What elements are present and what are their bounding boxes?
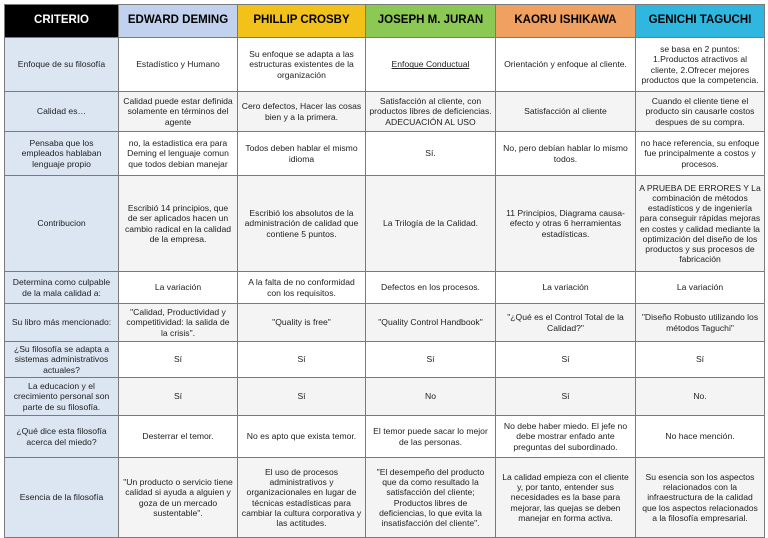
- header-row: [5, 5, 765, 38]
- ishikawa-cell: La calidad empieza con el cliente y, por tanto, entender sus necesidades es la base para mejorar, las quejas se deben manejar en forma activa.: [496, 458, 636, 538]
- crosby-cell: A la falta de no conformidad con los requisitos.: [238, 272, 366, 304]
- header-ishikawa: KAORU ISHIKAWA: [496, 5, 636, 38]
- juran-cell: "El desempeño del producto que da como resultado la satisfacción del cliente; Productos libres de deficiencias, lo que evita la insatisfacción del cliente".: [366, 458, 496, 538]
- header-criterio: CRITERIO: [5, 5, 119, 38]
- table-row: [5, 342, 765, 378]
- table-row: [5, 38, 765, 92]
- header-taguchi: GENICHI TAGUCHI: [636, 5, 765, 38]
- taguchi-cell: "Diseño Robusto utilizando los métodos Taguchi": [636, 304, 765, 342]
- crosby-cell: No es apto que exista temor.: [238, 416, 366, 458]
- crosby-cell: "Quality is free": [238, 304, 366, 342]
- criterion-cell: ¿Qué dice esta filosofía acerca del miedo?: [5, 416, 119, 458]
- header-deming: EDWARD DEMING: [119, 5, 238, 38]
- taguchi-cell: A PRUEBA DE ERRORES Y La combinación de métodos estadísticos y de ingeniería para conseguir rápidas mejoras en costes y calidad mediante la optimización del diseño de los productos y sus procesos de fabricación: [636, 176, 765, 272]
- juran-cell: Defectos en los procesos.: [366, 272, 496, 304]
- ishikawa-cell: Sí: [496, 342, 636, 378]
- table-row: [5, 458, 765, 538]
- ishikawa-cell: Satisfacción al cliente: [496, 92, 636, 132]
- header-juran: JOSEPH M. JURAN: [366, 5, 496, 38]
- crosby-cell: Cero defectos, Hacer las cosas bien y a la primera.: [238, 92, 366, 132]
- table-row: [5, 92, 765, 132]
- criterion-cell: ¿Su filosofía se adapta a sistemas administrativos actuales?: [5, 342, 119, 378]
- ishikawa-cell: No debe haber miedo. El jefe no debe mostrar enfado ante preguntas del subordinado.: [496, 416, 636, 458]
- criterion-cell: Su libro más mencionado:: [5, 304, 119, 342]
- ishikawa-cell: Orientación y enfoque al cliente.: [496, 38, 636, 92]
- juran-cell: Sí.: [366, 132, 496, 176]
- taguchi-cell: La variación: [636, 272, 765, 304]
- crosby-cell: Sí: [238, 378, 366, 416]
- ishikawa-cell: Sí: [496, 378, 636, 416]
- taguchi-cell: Su esencia son los aspectos relacionados con la infraestructura de la calidad que los aspectos relacionados a la filosofía empresarial.: [636, 458, 765, 538]
- taguchi-cell: Cuando el cliente tiene el producto sin causarle costos despues de su compra.: [636, 92, 765, 132]
- taguchi-cell: No.: [636, 378, 765, 416]
- deming-cell: "Calidad, Productividad y competitividad: la salida de la crisis".: [119, 304, 238, 342]
- deming-cell: Estadístico y Humano: [119, 38, 238, 92]
- header-crosby: PHILLIP CROSBY: [238, 5, 366, 38]
- criterion-cell: Esencia de la filosofía: [5, 458, 119, 538]
- crosby-cell: El uso de procesos administrativos y organizacionales en lugar de técnicas estadísticas para cambiar la cultura corporativa y las actitudes.: [238, 458, 366, 538]
- taguchi-cell: no hace referencia, su enfoque fue principalmente a costos y procesos.: [636, 132, 765, 176]
- ishikawa-cell: No, pero debían hablar lo mismo todos.: [496, 132, 636, 176]
- juran-cell: Sí: [366, 342, 496, 378]
- ishikawa-cell: 11 Principios, Diagrama causa-efecto y otras 6 herramientas estadísticas.: [496, 176, 636, 272]
- deming-cell: Sí: [119, 342, 238, 378]
- deming-cell: Desterrar el temor.: [119, 416, 238, 458]
- juran-cell: "Quality Control Handbook": [366, 304, 496, 342]
- crosby-cell: Escribió los absolutos de la administración de calidad que contiene 5 puntos.: [238, 176, 366, 272]
- table-row: [5, 304, 765, 342]
- table-row: [5, 132, 765, 176]
- criterion-cell: Determina como culpable de la mala calidad a:: [5, 272, 119, 304]
- crosby-cell: Sí: [238, 342, 366, 378]
- deming-cell: Escribió 14 principios, que de ser aplicados hacen un cambio radical en la calidad de la empresa.: [119, 176, 238, 272]
- deming-cell: no, la estadistica era para Deming el lenguaje comun que todos debian manejar: [119, 132, 238, 176]
- criterion-cell: Contribucion: [5, 176, 119, 272]
- juran-cell: No: [366, 378, 496, 416]
- juran-cell: La Trilogía de la Calidad.: [366, 176, 496, 272]
- ishikawa-cell: La variación: [496, 272, 636, 304]
- taguchi-cell: Sí: [636, 342, 765, 378]
- criterion-cell: Calidad es…: [5, 92, 119, 132]
- juran-cell: Satisfacción al cliente, con productos libres de deficiencias. ADECUACIÓN AL USO: [366, 92, 496, 132]
- juran-cell: El temor puede sacar lo mejor de las personas.: [366, 416, 496, 458]
- criterion-cell: Enfoque de su filosofía: [5, 38, 119, 92]
- criterion-cell: Pensaba que los empleados hablaban lenguaje propio: [5, 132, 119, 176]
- table-row: [5, 176, 765, 272]
- table-row: [5, 416, 765, 458]
- deming-cell: La variación: [119, 272, 238, 304]
- deming-cell: "Un producto o servicio tiene calidad si ayuda a alguien y goza de un mercado sustentable".: [119, 458, 238, 538]
- crosby-cell: Todos deben hablar el mismo idioma: [238, 132, 366, 176]
- taguchi-cell: No hace mención.: [636, 416, 765, 458]
- deming-cell: Sí: [119, 378, 238, 416]
- table-row: [5, 272, 765, 304]
- ishikawa-cell: "¿Qué es el Control Total de la Calidad?": [496, 304, 636, 342]
- juran-cell: Enfoque Conductual: [366, 38, 496, 92]
- table-row: [5, 378, 765, 416]
- deming-cell: Calidad puede estar definida solamente en términos del agente: [119, 92, 238, 132]
- crosby-cell: Su enfoque se adapta a las estructuras existentes de la organización: [238, 38, 366, 92]
- comparison-table: [4, 4, 765, 538]
- criterion-cell: La educacion y el crecimiento personal son parte de su filosofía.: [5, 378, 119, 416]
- taguchi-cell: se basa en 2 puntos: 1.Productos atractivos al cliente, 2.Ofrecer mejores productos que la competencia.: [636, 38, 765, 92]
